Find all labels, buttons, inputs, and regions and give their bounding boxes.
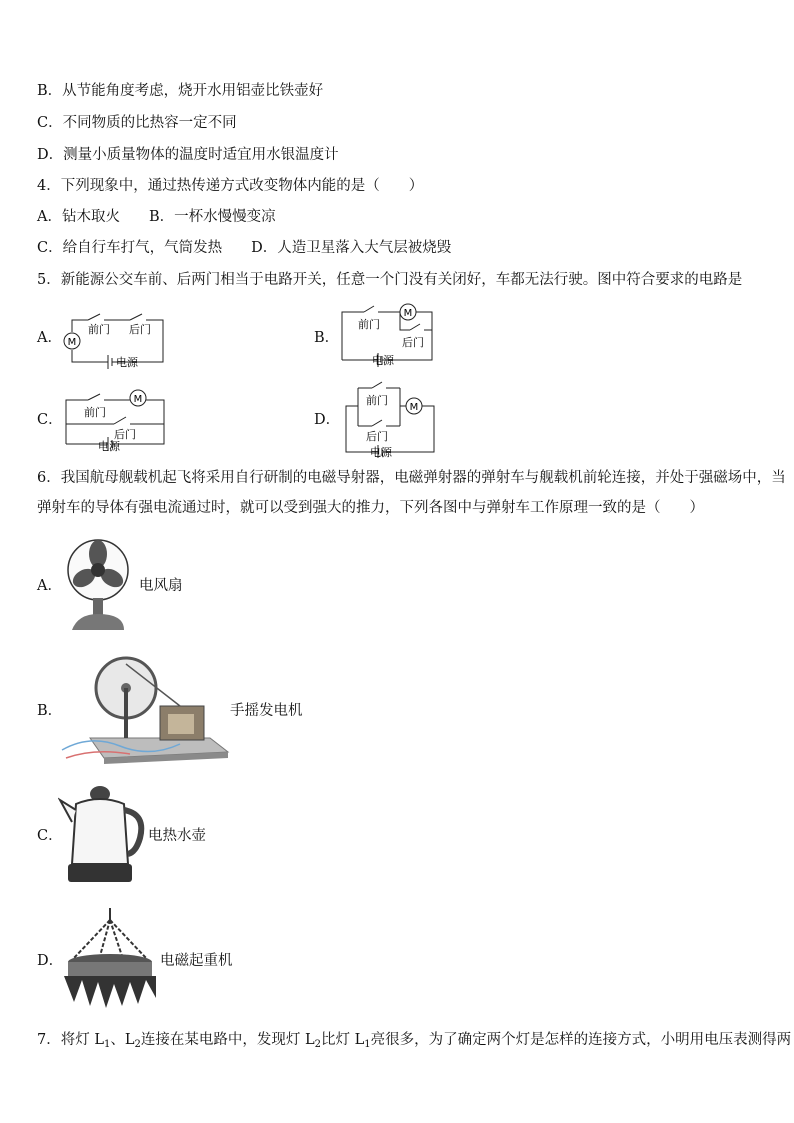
circuit-b-power: 电源 [372, 354, 394, 367]
circuit-b-motor-symbol: M [403, 308, 413, 319]
q6-option-c-caption: 电热水壶 [148, 828, 206, 844]
circuit-c-power: 电源 [98, 440, 120, 453]
q5-stem: 5．新能源公交车前、后两门相当于电路开关，任意一个门没有关闭好，车都无法行驶。图中符合要求的电路是 [37, 272, 743, 288]
circuit-diagram-d [340, 380, 440, 458]
q6-stem-line1: 6．我国航母舰载机起飞将采用自行研制的电磁导射器，电磁弹射器的弹射车与舰载机前轮连接，并处于强磁场中，当 [37, 470, 786, 486]
circuit-d-front-door: 前门 [366, 394, 388, 407]
hand-crank-generator-image [60, 654, 230, 766]
q6-stem-line2: 弹射车的导体有强电流通过时，就可以受到强大的推力，下列各图中与弹射车工作原理一致的是（ ） [37, 500, 704, 516]
q4-stem: 4．下列现象中，通过热传递方式改变物体内能的是（ ） [37, 178, 424, 194]
circuit-b-back-door: 后门 [402, 336, 424, 349]
q6-option-d-label: D． [37, 953, 64, 969]
q3-option-c: C．不同物质的比热容一定不同 [37, 115, 237, 131]
circuit-diagram-c [60, 388, 170, 454]
q6-option-a-caption: 电风扇 [139, 578, 183, 594]
circuit-diagram-a [60, 310, 170, 370]
circuit-a-power: 电源 [116, 356, 138, 369]
q4-options-cd: C．给自行车打气，气筒发热 D．人造卫星落入大气层被烧毁 [37, 240, 452, 256]
circuit-a-back-door: 后门 [129, 323, 151, 336]
electric-kettle-image [58, 782, 148, 888]
circuit-d-power: 电源 [370, 446, 392, 458]
circuit-c-motor-symbol: M [133, 394, 143, 405]
circuit-d-back-door: 后门 [366, 430, 388, 443]
circuit-d-motor-symbol: M [409, 402, 419, 413]
q6-option-c-label: C． [37, 828, 63, 844]
circuit-c-back-door: 后门 [114, 428, 136, 441]
q5-option-a-label: A． [37, 330, 62, 346]
circuit-diagram-b [338, 302, 438, 368]
q7-stem: 7．将灯 $L_1$、$L_2$连接在某电路中，发现灯 $L_2$比灯 $L_1$亮很多，为了确定两个灯是怎样的连接方式，小明用电压表测得两 [37, 1032, 792, 1050]
q6-option-b-caption: 手摇发电机 [230, 703, 303, 719]
q6-option-a-label: A． [37, 578, 62, 594]
circuit-c-front-door: 前门 [84, 406, 106, 419]
q6-option-d-caption: 电磁起重机 [160, 953, 233, 969]
q5-option-d-label: D． [314, 412, 341, 428]
q4-options-ab: A．钻木取火 B．一杯水慢慢变凉 [37, 209, 276, 225]
q5-option-c-label: C． [37, 412, 63, 428]
q6-option-b-label: B． [37, 703, 63, 719]
circuit-a-motor-symbol: M [67, 337, 77, 348]
q5-option-b-label: B． [314, 330, 340, 346]
electromagnetic-crane-image [60, 906, 160, 1012]
circuit-b-front-door: 前门 [358, 318, 380, 331]
electric-fan-image [66, 532, 130, 632]
circuit-a-front-door: 前门 [88, 323, 110, 336]
q3-option-b: B．从节能角度考虑，烧开水用铝壶比铁壶好 [37, 83, 324, 99]
q3-option-d: D．测量小质量物体的温度时适宜用水银温度计 [37, 147, 339, 163]
